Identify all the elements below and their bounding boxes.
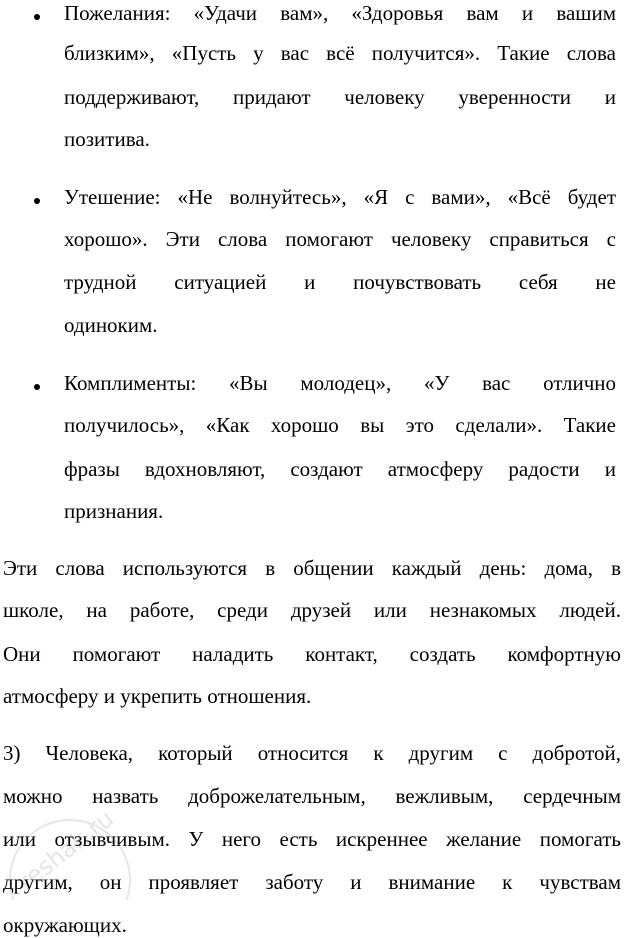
text-line: Эти слова используются в общении каждый день: дома, в [3, 556, 621, 580]
text-line: атмосферу и укрепить отношения. [3, 684, 312, 708]
text-line: хорошо». Эти слова помогают человеку справиться с [64, 227, 616, 251]
svg-text:reshak.ru: reshak.ru [12, 804, 120, 897]
text-line: трудной ситуацией и почувствовать себя не [64, 270, 616, 294]
text-line: можно назвать доброжелательным, вежливым, сердечным [3, 784, 621, 808]
text-line: Утешение: «Не волнуйтесь», «Я с вами», «Всё будет [64, 185, 616, 209]
text-line: школе, на работе, среди друзей или незнакомых людей. [3, 598, 621, 622]
text-line: поддерживают, придают человеку уверенности и [64, 85, 616, 109]
text-line: Они помогают наладить контакт, создать комфортную [3, 642, 621, 666]
text-line: Пожелания: «Удачи вам», «Здоровья вам и вашим [64, 1, 616, 25]
text-line: Комплименты: «Вы молодец», «У вас отлично [64, 371, 616, 395]
text-line: получилось», «Как хорошо вы это сделали». Такие [64, 413, 616, 437]
bullet-marker [34, 198, 40, 204]
text-line: признания. [64, 499, 164, 523]
bullet-marker [34, 384, 40, 390]
text-line: одиноким. [64, 313, 158, 337]
text-line: или отзывчивым. У него есть искреннее желание помогать [3, 827, 621, 851]
text-line: фразы вдохновляют, создают атмосферу радости и [64, 457, 616, 481]
text-line: позитива. [64, 127, 150, 151]
text-line: другим, он проявляет заботу и внимание к чувствам [3, 870, 621, 894]
bullet-marker [34, 14, 40, 20]
text-line: окружающих. [3, 913, 127, 937]
text-line: 3) Человека, который относится к другим с добротой, [3, 741, 621, 765]
text-line: близким», «Пусть у вас всё получится». Такие слова [64, 41, 616, 65]
